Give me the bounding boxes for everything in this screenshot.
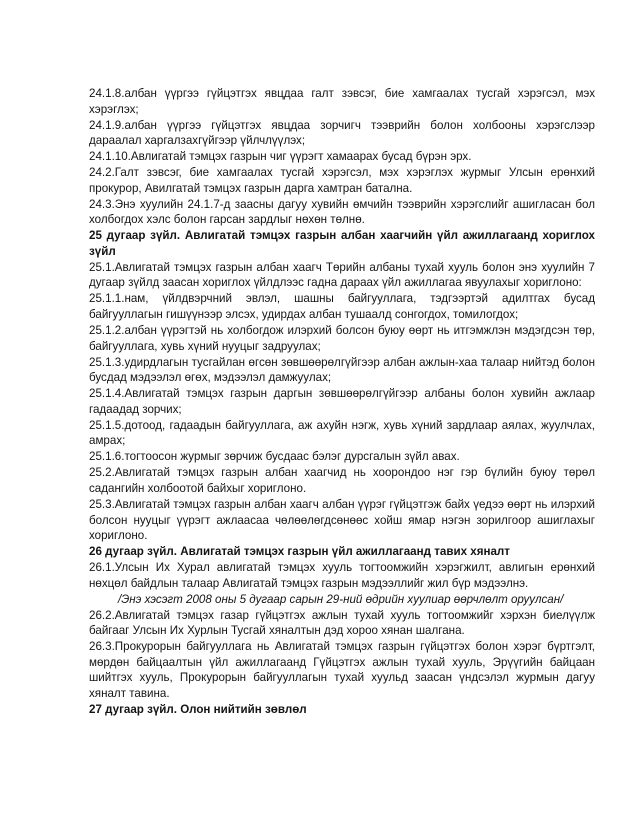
- paragraph-25-3: 25.3.Авлигатай тэмцэх газрын албан хаагч албан үүрэг гүйцэтгэж байх үедээ өөрт нь илэрхий болсон нууцыг үүрэгт ажлаасаа чөлөөлөгдсөнөөс хойш ямар нэгэн зорилгоор ашиглахыг хориглоно.: [89, 497, 595, 543]
- paragraph-25-1-5: 25.1.5.дотоод, гадаадын байгууллага, аж ахуйн нэгж, хувь хүний зардлаар аялах, жуулчлах, амрах;: [89, 418, 595, 448]
- paragraph-25-1-3: 25.1.3.удирдлагын тусгайлан өгсөн зөвшөөрөлгүйгээр албан ажлын-хаа талаар нийтэд болон бусдад мэдээлэл өгөх, мэдээлэл дамжуулах;: [89, 355, 595, 385]
- paragraph-26-3: 26.3.Прокурорын байгууллага нь Авлигатай тэмцэх газрын гүйцэтгэх болон хэрэг бүртгэлт, мөрдөн байцаалтын үйл ажиллагаанд Гүйцэтгэх ажлын тухай хууль, Эрүүгийн байцаан шийтгэх хууль, Прокурорын байгууллагын тухай хуульд заасан үндсэлэл журмын дагуу хяналт тавина.: [89, 640, 595, 700]
- paragraph-25-1-2: 25.1.2.албан үүрэгтэй нь холбогдож илэрхий болсон буюу өөрт нь итгэмжлэн мэдэгдсэн төр, байгууллага, хувь хүний нууцыг задруулах;: [89, 324, 595, 353]
- paragraph-25-1-1: 25.1.1.нам, үйлдвэрчний эвлэл, шашны байгууллага, тэдгээртэй адилтгах бусад байгууллагын гишүүнээр элсэх, удирдах албан тушаалд сонгогдох, томилогдох;: [89, 292, 595, 322]
- paragraph-24-1-8: 24.1.8.албан үүргээ гүйцэтгэх явцдаа галт зэвсэг, бие хамгаалах тусгай хэрэгсэл, мэх хэрэглэх;: [89, 87, 595, 116]
- article-25-heading: 25 дугаар зүйл. Авлигатай тэмцэх газрын албан хаагчийн үйл ажиллагаанд хориглох зүйл: [89, 229, 595, 258]
- paragraph-26-1: 26.1.Улсын Их Хурал авлигатай тэмцэх хууль тогтоомжийн хэрэгжилт, авлигын ерөнхий нөхцөл байдлын талаар Авлигатай тэмцэх газрын мэдээллийг жил бүр мэдээлнэ.: [89, 561, 595, 590]
- article-27-heading: 27 дугаар зүйл. Олон нийтийн зөвлөл: [89, 702, 307, 716]
- paragraph-25-1-6: 25.1.6.тогтоосон журмыг зөрчиж бусдаас бэлэг дурсгалын зүйл авах.: [89, 450, 460, 464]
- document-page: [89, 86, 595, 718]
- paragraph-25-1: 25.1.Авлигатай тэмцэх газрын албан хаагч Төрийн албаны тухай хууль болон энэ хуулийн 7 дугаар зүйлд заасан хориглох үйлдлээс гадна дараах үйл ажиллагаа явуулахыг хориглоно:: [89, 260, 595, 290]
- article-26-heading: 26 дугаар зүйл. Авлигатай тэмцэх газрын үйл ажиллагаанд тавих хяналт: [89, 545, 510, 559]
- amendment-note: /Энэ хэсэгт 2008 оны 5 дугаар сарын 29-ний өдрийн хуулиар өөрчлөлт оруулсан/: [118, 592, 564, 606]
- paragraph-24-1-9: 24.1.9.албан үүргээ гүйцэтгэх явцдаа зорчигч тээврийн болон холбооны хэрэгслээр дараалал харгалзахгүйгээр үйлчлүүлэх;: [89, 118, 595, 148]
- paragraph-24-1-10: 24.1.10.Авлигатай тэмцэх газрын чиг үүрэгт хамаарах бусад бүрэн эрх.: [89, 150, 472, 164]
- paragraph-24-2: 24.2.Галт зэвсэг, бие хамгаалах тусгай хэрэгсэл, мэх хэрэглэх журмыг Улсын ерөнхий прокурор, Авилгатай тэмцэх газрын дарга хамтран батална.: [89, 166, 595, 195]
- paragraph-25-1-4: 25.1.4.Авлигатай тэмцэх газрын даргын зөвшөөрөлгүйгээр албаны болон хувийн ажлаар гадаадад зорчих;: [89, 387, 595, 416]
- paragraph-26-2: 26.2.Авлигатай тэмцэх газар гүйцэтгэх ажлын тухай хууль тогтоомжийг хэрхэн биелүүлж байгааг Улсын Их Хурлын Тусгай хяналтын дэд хороо хянан шалгана.: [89, 608, 595, 638]
- paragraph-25-2: 25.2.Авлигатай тэмцэх газрын албан хаагчид нь хоорондоо нэг гэр бүлийн буюу төрөл садангийн холбоотой байхыг хориглоно.: [89, 466, 595, 495]
- paragraph-24-3: 24.3.Энэ хуулийн 24.1.7-д заасны дагуу хувийн өмчийн тээврийн хэрэгслийг ашигласан бол холбогдох хэлс болон гарсан зардлыг нөхөн төлнө.: [89, 197, 595, 227]
